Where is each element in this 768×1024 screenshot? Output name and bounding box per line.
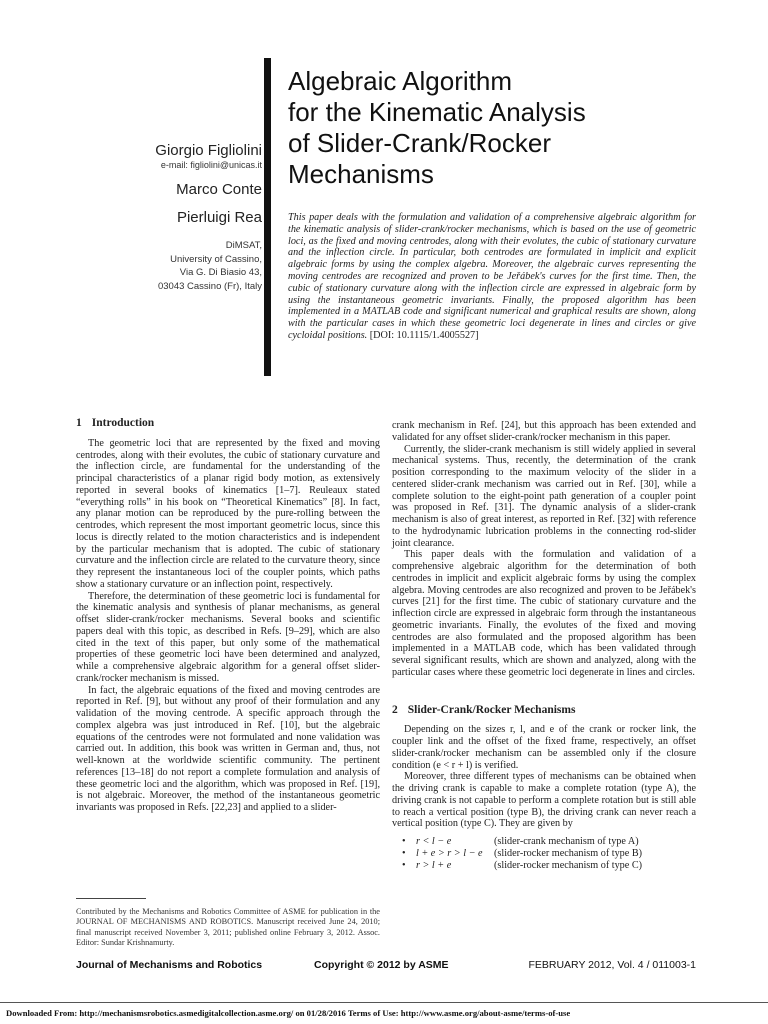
affiliation-line: 03043 Cassino (Fr), Italy <box>157 280 262 292</box>
paragraph: In fact, the algebraic equations of the fixed and moving centrodes are reported in Ref. [9], but without any proof of their formulation and any validation of the moving centrode. A specific approach through the complex algebra was just introduced in Ref. [10], but the algebraic equations of the centrodes were not formulated and none validation was carried out. In addition, this book was written in German and, thus, not well-known at the worldwide scientific community. The pertinent references [13–18] do not report a complete formulation and analysis of these geometric loci and the algorithm, which was proposed in Ref. [19], is not algebraic. Moreover, the method of the instantaneous geometric invariants was proposed in Refs. [22,23] and applied to a slider- <box>76 684 380 813</box>
bullet: • <box>402 836 406 847</box>
list-item <box>402 836 696 848</box>
page-info: FEBRUARY 2012, Vol. 4 / 011003-1 <box>528 959 696 971</box>
author-name: Pierluigi Rea <box>176 209 262 226</box>
bullet: • <box>402 860 406 871</box>
page-footer <box>76 959 696 975</box>
section-title: Slider-Crank/Rocker Mechanisms <box>407 703 576 716</box>
affiliation-line: Via G. Di Biasio 43, <box>179 267 262 278</box>
list-description: (slider-crank mechanism of type A) <box>494 836 639 847</box>
affiliation-line: University of Cassino, <box>170 253 262 265</box>
title-line: Mechanisms <box>288 159 434 189</box>
list-condition: r < l − e <box>416 836 452 847</box>
list-item <box>402 860 696 872</box>
paragraph: Moreover, three different types of mechanisms can be obtained when the driving crank is capable to make a complete rotation (type A), the driving crank is not capable to perform a complete rotation but is still able to reach a vertical position (type B), the driving crank can never reach a vertical position (type C). They are given by <box>392 771 696 830</box>
paragraph: Depending on the sizes r, l, and e of the crank or rocker link, the coupler link and the offset of the fixed frame, respectively, an offset slider-crank/rocker mechanism can be assembled only if the closure condition (e < r + l) is verified. <box>392 724 696 771</box>
section-heading <box>76 418 380 430</box>
section-number: 1 <box>76 417 82 429</box>
author-name: Giorgio Figliolini <box>155 142 262 159</box>
footnote: Contributed by the Mechanisms and Robotics Committee of ASME for publication in the JOURNAL OF MECHANISMS AND ROBOTICS. Manuscript received June 24, 2010; final manuscript received November 3, 2011; published online February 3, 2012. Assoc. Editor: Sundar Krishnamurty. <box>76 907 380 948</box>
journal-name: Journal of Mechanisms and Robotics <box>76 959 263 971</box>
download-notice: Downloaded From: http://mechanismsrobotics.asmedigitalcollection.asme.org/ on 01/28/2016 Terms of Use: http://www.asme.org/about-asme/terms-of-use <box>0 1002 768 1022</box>
copyright: Copyright © 2012 by ASME <box>314 959 449 971</box>
paragraph: The geometric loci that are represented by the fixed and moving centrodes, along with their evolutes, the cubic of stationary curvature and the inflection circle, are fundamental for the understanding of the principal characteristics of a planar rigid body motion, as extensively reported in several books of kinematics [1–7]. Reuleaux stated “everything rolls” in his book on “Theoretical Kinematics” [8]. In fact, any planar motion can be reproduced by the pure-rolling between the centrodes, which represent the most important geometric locus, since this locus is directly related to the motion characteristics and is independent by the particular mechanism that is adopted. The cubic of stationary curvature and the inflection circle are related to the curvature theory, since they represent the instantaneous loci of the coupler points, which paths show a stationary curvature or an inflection point, respectively. <box>76 437 380 590</box>
paragraph: Therefore, the determination of these geometric loci is fundamental for the kinematic analysis and synthesis of planar mechanisms, as general offset slider-crank/rocker mechanisms. Several books and scientific papers deal with this topic, as described in Refs. [9–29], which are also cited in the text of this paper, but only some of the mathematical properties of these geometric loci have been determined and analyzed, while a comprehensive algebraic algorithm for a general offset slider-crank/rocker mechanism is missed. <box>76 590 380 684</box>
mechanism-type-list <box>402 836 696 872</box>
affiliation-line: DiMSAT, <box>225 240 262 251</box>
author-block <box>90 142 262 293</box>
section-title: Introduction <box>91 417 155 429</box>
column-right <box>392 420 696 872</box>
paragraph: This paper deals with the formulation and validation of a comprehensive algebraic algorithm for the determination of both centrodes in implicit and explicit algebraic forms by using the complex algebra. Moving centrodes are also recognized and proven to be Jeřábek's curves [21] for the first time. The cubic of stationary curvature and the inflection circle are expressed in algebraic form through the instantaneous geometric invariants. Finally, the evolutes of the fixed and moving centrodes are also formulated and the proposed algorithm has been implemented in a MATLAB code, which has been validated through several significant results, which are shown and analyzed, along with the particular cases where these geometric loci degenerate in lines and circles. <box>392 549 696 678</box>
paragraph: crank mechanism in Ref. [24], but this approach has been extended and validated for any offset slider-crank/rocker mechanism in this paper. <box>392 420 696 443</box>
list-item <box>402 848 696 860</box>
title-divider-bar <box>264 58 271 376</box>
affiliation <box>90 239 262 293</box>
author-email: e-mail: figliolini@unicas.it <box>160 160 262 170</box>
title-line: of Slider-Crank/Rocker <box>288 128 551 158</box>
footnote-rule <box>76 898 146 899</box>
list-description: (slider-rocker mechanism of type B) <box>494 848 643 859</box>
title-line: for the Kinematic Analysis <box>288 97 586 127</box>
section-number: 2 <box>392 703 398 716</box>
column-left <box>76 418 380 814</box>
abstract <box>288 212 696 342</box>
list-condition: l + e > r > l − e <box>416 848 483 859</box>
bullet: • <box>402 848 406 859</box>
doi: [DOI: 10.1115/1.4005527] <box>369 329 479 341</box>
abstract-text: This paper deals with the formulation and validation of a comprehensive algebraic algorithm for the kinematic analysis of slider-crank/rocker mechanisms, which is based on the use of geometric loci, as the fixed and moving centrodes, along with their evolutes, the cubic of stationary curvature and the inflection circle. In particular, both centrodes are formulated in implicit and explicit algebraic forms by using the complex algebra. Moreover, the algebraic curves representing the moving centrodes are recognized and proven to be Jeřábek's curves for the first time. Then, the cubic of stationary curvature along with the inflection circle are expressed in algebraic form by using the instantaneous geometric invariants. Finally, the proposed algorithm has been implemented in a MATLAB code and significant numerical and graphical results are shown, along with the particular cases in which these geometric loci degenerate in lines and circles or give cycloidal positions. <box>288 212 696 341</box>
title-line: Algebraic Algorithm <box>288 66 512 96</box>
author-name: Marco Conte <box>176 181 262 198</box>
list-condition: r > l + e <box>416 860 452 871</box>
section-heading <box>392 705 696 717</box>
list-description: (slider-rocker mechanism of type C) <box>494 860 643 871</box>
paragraph: Currently, the slider-crank mechanism is still widely applied in several mechanical systems. Thus, recently, the determination of the crank position corresponding to the maximum velocity of the slider in a centered slider-crank mechanism was carried out in Ref. [30], while a complete solution to the eight-point path generation of a coupler point was proposed in Ref. [31]. The dynamic analysis of a slider-crank mechanism is also of great interest, as reported in Ref. [32] with reference to the hydrodynamic lubrication problems in the connecting rod-slider joint clearance. <box>392 443 696 549</box>
paper-title <box>288 66 728 190</box>
